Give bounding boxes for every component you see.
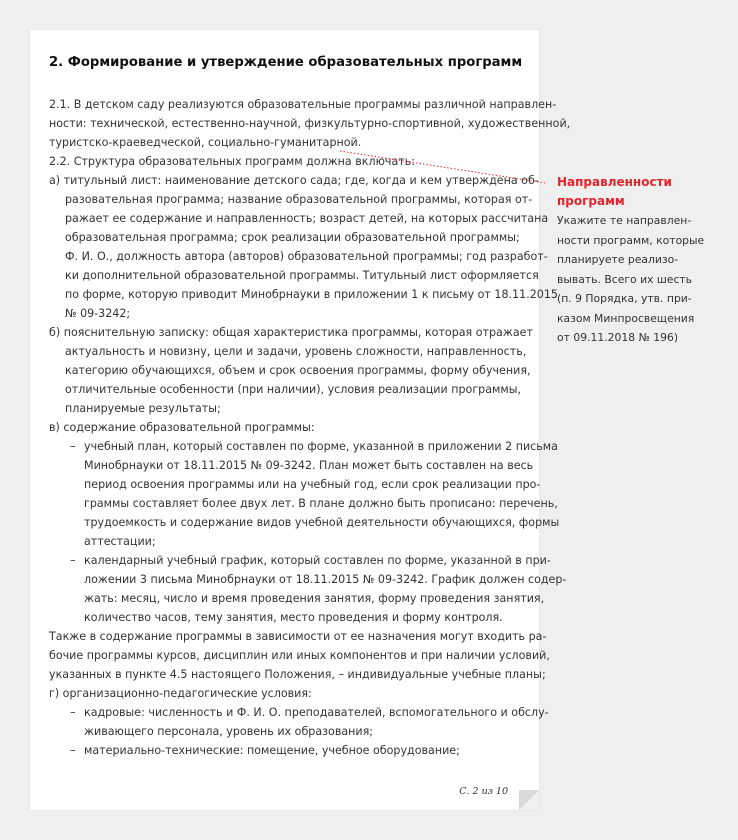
text-line: в) содержание образовательной программы: bbox=[49, 421, 315, 434]
side-note bbox=[557, 173, 727, 348]
text-line: живающего персонала, уровень их образования; bbox=[84, 725, 374, 738]
text-line: жать: месяц, число и время проведения занятия, форму проведения занятия, bbox=[84, 592, 545, 605]
text-line: календарный учебный график, который составлен по форме, указанной в при- bbox=[84, 554, 551, 567]
side-note-title: программ bbox=[557, 194, 625, 208]
side-note-line: Укажите те направлен- bbox=[557, 214, 692, 227]
text-line: граммы составляет более двух лет. В плане должно быть прописано: перечень, bbox=[84, 497, 558, 510]
text-line: ражает ее содержание и направленность; возраст детей, на которых рассчитана bbox=[65, 212, 549, 225]
text-line: ности: технической, естественно-научной, физкультурно-спортивной, художественной, bbox=[49, 117, 571, 130]
text-line: 2.2. Структура образовательных программ должна включать: bbox=[49, 155, 416, 168]
text-line: актуальность и новизну, цели и задачи, уровень сложности, направленность, bbox=[65, 345, 527, 358]
side-note-line: казом Минпросвещения bbox=[557, 311, 695, 325]
text-line: аттестации; bbox=[84, 535, 156, 548]
page-number: С. 2 из 10 bbox=[459, 786, 508, 797]
text-line: период освоения программы или на учебный год, если срок реализации про- bbox=[84, 478, 541, 491]
side-note-line: планируете реализо- bbox=[557, 253, 679, 266]
text-line: учебный план, который составлен по форме, указанной в приложении 2 письма bbox=[84, 440, 558, 453]
text-line: отличительные особенности (при наличии), условия реализации программы, bbox=[65, 383, 522, 396]
bullet-dash: – bbox=[70, 706, 76, 719]
text-line: материально-технические: помещение, учебное оборудование; bbox=[84, 744, 460, 757]
side-note-line: от 09.11.2018 № 196) bbox=[557, 331, 679, 344]
text-line: Минобрнауки от 18.11.2015 № 09-3242. План может быть составлен на весь bbox=[84, 459, 534, 472]
text-line: Ф. И. О., должность автора (авторов) образовательной программы; год разработ- bbox=[65, 250, 548, 263]
document-page bbox=[30, 30, 571, 810]
text-line: 2.1. В детском саду реализуются образовательные программы различной направлен- bbox=[49, 98, 557, 111]
side-note-line: (п. 9 Порядка, утв. при- bbox=[557, 292, 692, 305]
text-line: указанных в пункте 4.5 настоящего Положения, – индивидуальные учебные планы; bbox=[49, 668, 546, 681]
text-line: № 09-3242; bbox=[65, 307, 131, 320]
side-note-line: ности программ, которые bbox=[557, 233, 705, 247]
text-line: кадровые: численность и Ф. И. О. преподавателей, вспомогательного и обслу- bbox=[84, 706, 549, 719]
text-line: бочие программы курсов, дисциплин или иных компонентов и при наличии условий, bbox=[49, 649, 550, 662]
bullet-dash: – bbox=[70, 440, 76, 453]
text-line: планируемые результаты; bbox=[65, 402, 221, 415]
text-line: ки дополнительной образовательной программы. Титульный лист оформляется bbox=[65, 269, 539, 282]
text-line: количество часов, тему занятия, место проведения и форму контроля. bbox=[84, 611, 503, 624]
text-line: категорию обучающихся, объем и срок освоения программы, форму обучения, bbox=[65, 364, 531, 377]
page-fold-corner bbox=[519, 790, 539, 810]
text-line: ложении 3 письма Минобрнауки от 18.11.2015 № 09-3242. График должен содер- bbox=[84, 573, 567, 586]
text-line: б) пояснительную записку: общая характеристика программы, которая отражает bbox=[49, 326, 533, 339]
text-line: Также в содержание программы в зависимости от ее назначения могут входить ра- bbox=[49, 630, 547, 643]
section-heading: 2. Формирование и утверждение образовательных программ bbox=[49, 55, 523, 70]
text-line: трудоемкость и содержание видов учебной деятельности обучающихся, формы bbox=[84, 516, 560, 529]
bullet-dash: – bbox=[70, 744, 76, 757]
text-line: образовательная программа; срок реализации образовательной программы; bbox=[65, 231, 520, 244]
text-line: а) титульный лист: наименование детского сада; где, когда и кем утверждена об- bbox=[49, 174, 539, 187]
text-line: туристско-краеведческой, социально-гуманитарной. bbox=[49, 136, 362, 149]
text-line: г) организационно-педагогические условия: bbox=[49, 687, 312, 700]
side-note-line: вывать. Всего их шесть bbox=[557, 272, 693, 286]
text-line: разовательная программа; название образовательной программы, которая от- bbox=[65, 193, 533, 206]
side-note-title: Направленности bbox=[557, 175, 672, 189]
bullet-dash: – bbox=[70, 554, 76, 567]
text-line: по форме, которую приводит Минобрнауки в приложении 1 к письму от 18.11.2015 bbox=[65, 288, 558, 301]
